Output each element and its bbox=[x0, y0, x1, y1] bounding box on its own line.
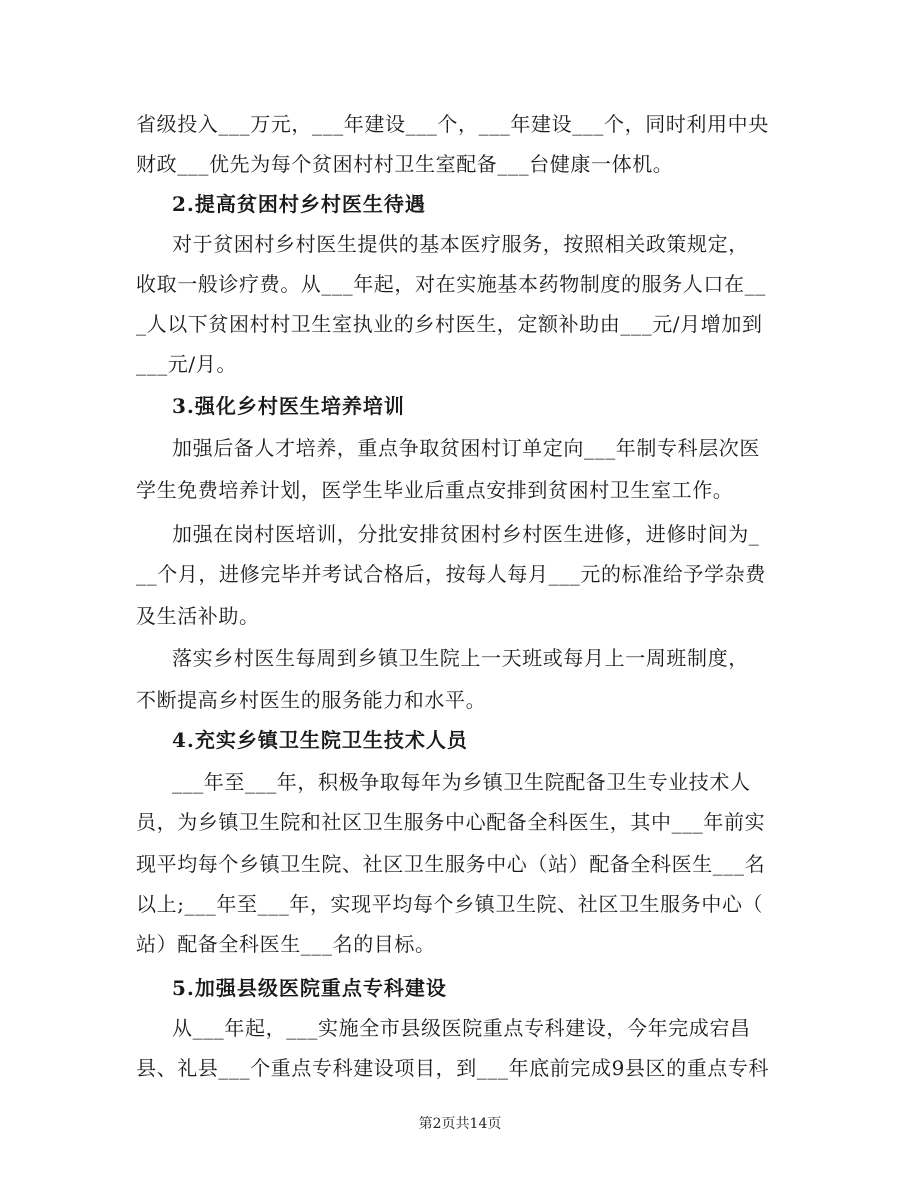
paragraph-line: ___元/月。 bbox=[136, 352, 237, 376]
paragraph-line: _人以下贫困村村卫生室执业的乡村医生，定额补助由___元/月增加到 bbox=[136, 312, 763, 336]
paragraph-line: ___年至___年，积极争取每年为乡镇卫生院配备卫生专业技术人 bbox=[172, 770, 751, 794]
paragraph-line: __个月，进修完毕并考试合格后，按每人每月___元的标准给予学杂费 bbox=[136, 562, 766, 586]
section-heading: 3.强化乡村医生培养培训 bbox=[172, 394, 405, 418]
paragraph-line: 县、礼县___个重点专科建设项目，到___年底前完成9县区的重点专科 bbox=[136, 1056, 770, 1080]
paragraph-line: 加强在岗村医培训，分批安排贫困村乡村医生进修，进修时间为_ bbox=[172, 522, 760, 546]
page-number-label: 第2页共14页 bbox=[418, 1116, 502, 1132]
paragraph-line: 不断提高乡村医生的服务能力和水平。 bbox=[136, 688, 487, 712]
paragraph-line: 以上;___年至___年，实现平均每个乡镇卫生院、社区卫生服务中心（ bbox=[136, 892, 764, 916]
paragraph-line: 员，为乡镇卫生院和社区卫生服务中心配备全科医生，其中___年前实 bbox=[136, 810, 766, 834]
paragraph-line: 从___年起，___实施全市县级医院重点专科建设，今年完成宕昌 bbox=[172, 1016, 751, 1040]
section-heading: 4.充实乡镇卫生院卫生技术人员 bbox=[172, 728, 468, 752]
paragraph-line: 对于贫困村乡村医生提供的基本医疗服务，按照相关政策规定， bbox=[172, 232, 749, 256]
paragraph-line: 学生免费培养计划，医学生毕业后重点安排到贫困村卫生室工作。 bbox=[136, 478, 734, 502]
paragraph-line: 财政___优先为每个贫困村村卫生室配备___台健康一体机。 bbox=[136, 152, 674, 176]
paragraph-line: 及生活补助。 bbox=[136, 604, 260, 628]
section-heading: 2.提高贫困村乡村医生待遇 bbox=[172, 192, 426, 216]
paragraph-line: 现平均每个乡镇卫生院、社区卫生服务中心（站）配备全科医生___名 bbox=[136, 852, 766, 876]
paragraph-line: 站）配备全科医生___名的目标。 bbox=[136, 932, 436, 956]
paragraph-line: 加强后备人才培养，重点争取贫困村订单定向___年制专科层次医 bbox=[172, 436, 760, 460]
document-body bbox=[136, 104, 780, 1088]
page-footer bbox=[0, 1114, 920, 1134]
section-heading: 5.加强县级医院重点专科建设 bbox=[172, 976, 447, 1000]
paragraph-line: 落实乡村医生每周到乡镇卫生院上一天班或每月上一周班制度， bbox=[172, 646, 749, 670]
paragraph-line: 收取一般诊疗费。从___年起，对在实施基本药物制度的服务人口在__ bbox=[136, 272, 766, 296]
paragraph-line: 省级投入___万元，___年建设___个，___年建设___个，同时利用中央 bbox=[136, 112, 769, 136]
